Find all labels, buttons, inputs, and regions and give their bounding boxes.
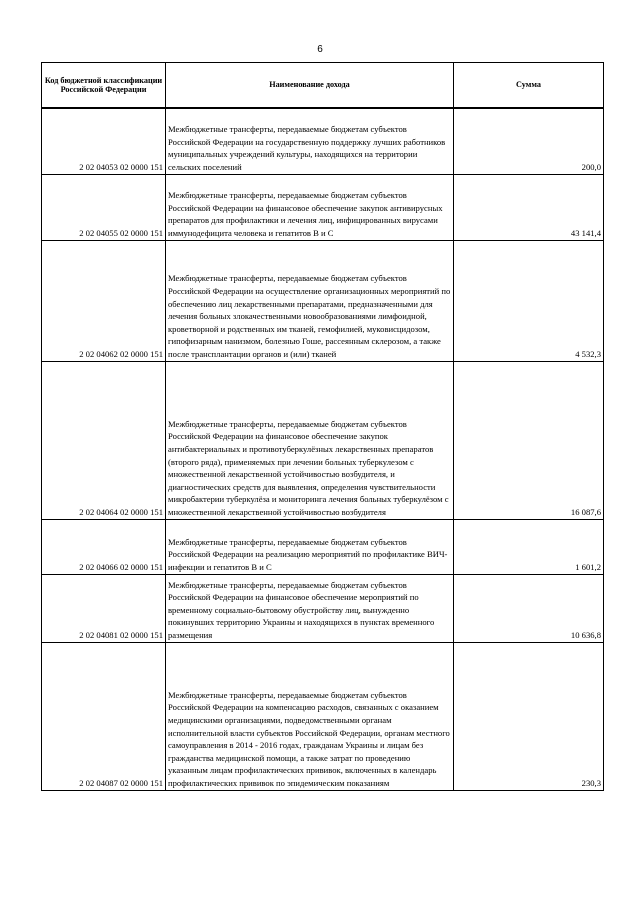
row-name: Межбюджетные трансферты, передаваемые бюджетам субъектов Российской Федерации на осуществление организационных мероприятий по обеспечению лиц лекарственными препаратами, предназначенными для лечения больных злокачественными новообразованиями лимфоидной, кроветворной и родственных им тканей, гемофилией, муковисцидозом, гипофизарным нанизмом, болезнью Гоше, рассеянным склерозом, а также после трансплантации органов и (или) тканей	[166, 240, 454, 361]
row-code: 2 02 04066 02 0000 151	[42, 519, 166, 574]
row-name: Межбюджетные трансферты, передаваемые бюджетам субъектов Российской Федерации на финансовое обеспечение мероприятий по временному социально-бытовому обустройству лиц, вынужденно покинувших территорию Украины и находящихся в пунктах временного размещения	[166, 574, 454, 642]
revenue-table	[41, 62, 604, 791]
header-sum: Сумма	[454, 63, 604, 109]
row-name: Межбюджетные трансферты, передаваемые бюджетам субъектов Российской Федерации на финансовое обеспечение закупок антибактериальных и противотуберкулёзных лекарственных препаратов (второго ряда), применяемых при лечении больных туберкулезом с множественной лекарственной устойчивостью возбудителя, и диагностических средств для выявления, определения чувствительности микробактерии туберкулёза и мониторинга лечения больных туберкулёзом с множественной лекарственной устойчивостью возбудителя	[166, 361, 454, 519]
header-name: Наименование дохода	[166, 63, 454, 109]
row-code: 2 02 04053 02 0000 151	[42, 108, 166, 174]
table-row	[42, 361, 604, 519]
table-row	[42, 108, 604, 174]
page-number: 6	[317, 44, 323, 55]
row-code: 2 02 04055 02 0000 151	[42, 174, 166, 240]
table-row	[42, 642, 604, 790]
table-row	[42, 240, 604, 361]
row-name: Межбюджетные трансферты, передаваемые бюджетам субъектов Российской Федерации на реализацию мероприятий по профилактике ВИЧ-инфекции и гепатитов В и С	[166, 519, 454, 574]
row-code: 2 02 04062 02 0000 151	[42, 240, 166, 361]
row-code: 2 02 04064 02 0000 151	[42, 361, 166, 519]
table-header-row	[42, 63, 604, 109]
row-sum: 4 532,3	[454, 240, 604, 361]
row-name: Межбюджетные трансферты, передаваемые бюджетам субъектов Российской Федерации на компенсацию расходов, связанных с оказанием медицинскими организациями, подведомственными органам исполнительной власти субъектов Российской Федерации, органам местного самоуправления в 2014 - 2016 годах, гражданам Украины и лицам без гражданства медицинской помощи, а также затрат по проведению указанным лицам профилактических прививок, включенных в календарь профилактических прививок по эпидемическим показаниям	[166, 642, 454, 790]
row-sum: 43 141,4	[454, 174, 604, 240]
row-sum: 10 636,8	[454, 574, 604, 642]
row-sum: 1 601,2	[454, 519, 604, 574]
row-sum: 16 087,6	[454, 361, 604, 519]
row-name: Межбюджетные трансферты, передаваемые бюджетам субъектов Российской Федерации на государственную поддержку лучших работников муниципальных учреждений культуры, находящихся на территории сельских поселений	[166, 108, 454, 174]
header-code: Код бюджетной классификации Российской Федерации	[42, 63, 166, 109]
table-row	[42, 174, 604, 240]
table-row	[42, 574, 604, 642]
row-code: 2 02 04081 02 0000 151	[42, 574, 166, 642]
row-sum: 200,0	[454, 108, 604, 174]
row-sum: 230,3	[454, 642, 604, 790]
row-code: 2 02 04087 02 0000 151	[42, 642, 166, 790]
row-name: Межбюджетные трансферты, передаваемые бюджетам субъектов Российской Федерации на финансовое обеспечение закупок антивирусных препаратов для профилактики и лечения лиц, инфицированных вирусами иммунодефицита человека и гепатитов В и С	[166, 174, 454, 240]
table-row	[42, 519, 604, 574]
